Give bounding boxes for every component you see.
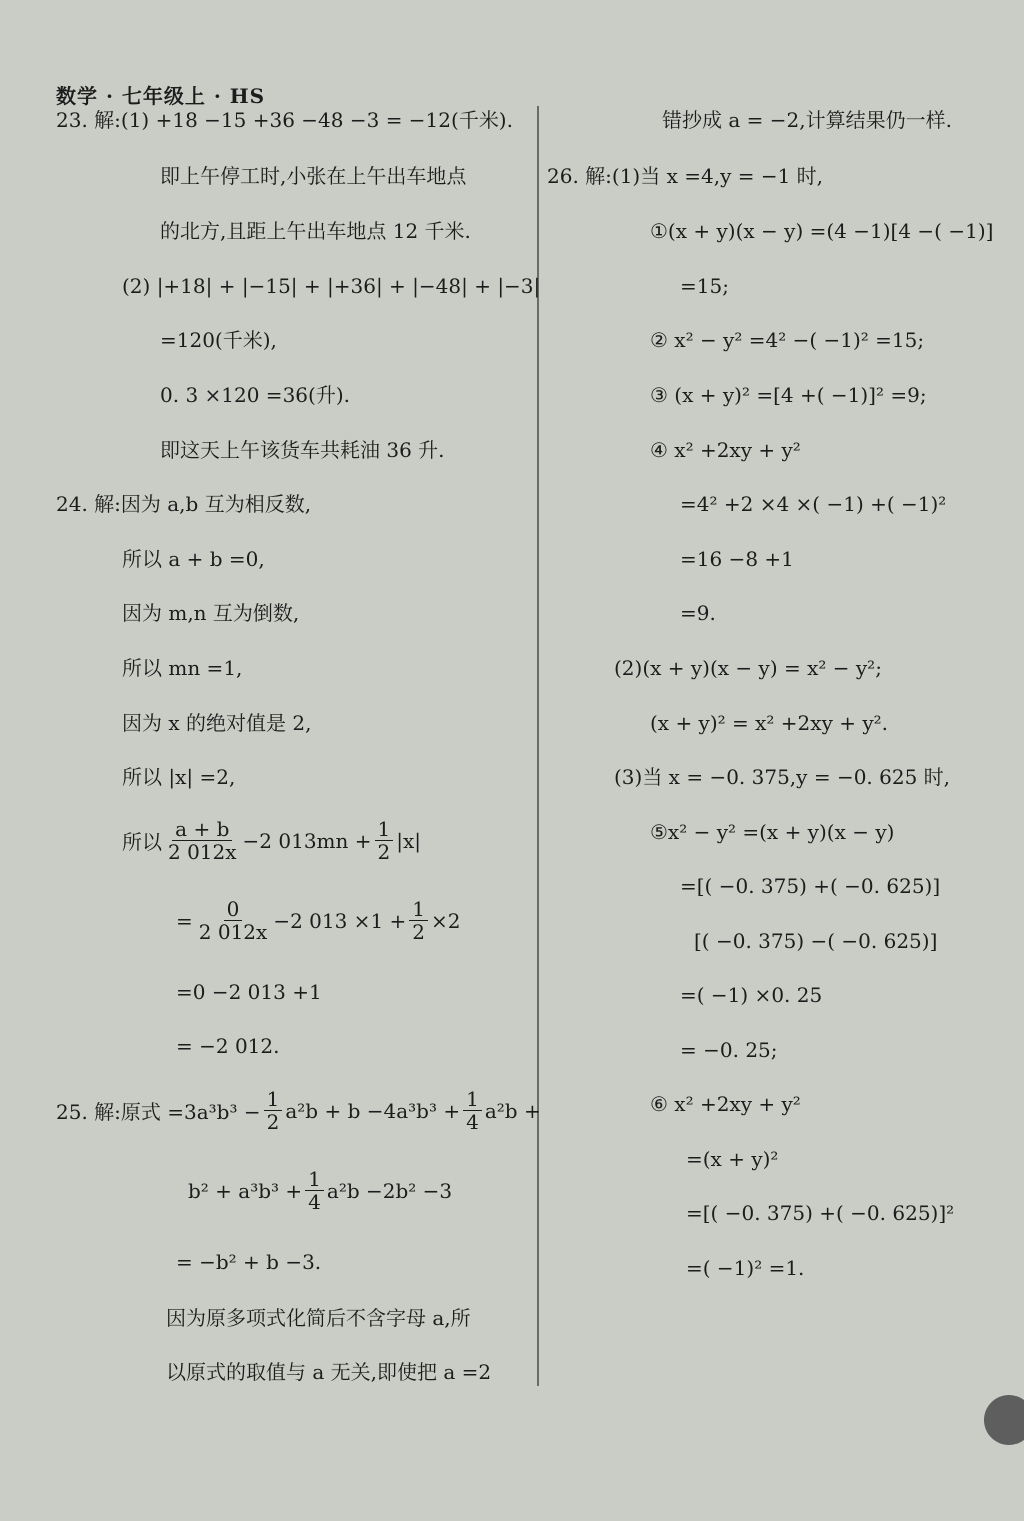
q26-line-8: =16 −8 +1 (680, 547, 794, 571)
fraction (375, 818, 394, 863)
denominator: 2 (412, 920, 426, 944)
numerator: 1 (264, 1088, 283, 1111)
q25-continuation: 错抄成 a = −2,计算结果仍一样. (662, 108, 952, 132)
fraction (165, 818, 240, 863)
fraction (305, 1168, 324, 1213)
text: a²b + b −4a³b³ + (285, 1098, 461, 1123)
page-header: 数学 · 七年级上 · HS (56, 84, 266, 108)
q26-line-1: 26. 解:(1)当 x =4,y = −1 时, (547, 164, 824, 188)
q23-line-4: (2) |+18| + |−15| + |+36| + |−48| + |−3| (122, 274, 541, 298)
q23-line-6: 0. 3 ×120 =36(升). (160, 383, 350, 407)
q24-line-7: =0 −2 013 +1 (176, 980, 322, 1004)
fraction (264, 1088, 283, 1133)
text: 25. 解:原式 =3a³b³ − (56, 1100, 261, 1124)
q24-fraction-line-2 (176, 898, 461, 943)
denominator: 4 (466, 1110, 479, 1134)
q23-line-5: =120(千米), (160, 328, 277, 352)
text: a²b + (484, 1098, 541, 1123)
denominator: 2 (377, 840, 391, 864)
text: = (176, 908, 193, 933)
text: a²b −2b² −3 (326, 1178, 453, 1203)
fraction (409, 898, 428, 943)
q26-line-7: =4² +2 ×4 ×( −1) +( −1)² (680, 492, 947, 516)
q26-line-10: (2)(x + y)(x − y) = x² − y²; (614, 656, 882, 680)
q24-line-3: 因为 m,n 互为倒数, (122, 601, 300, 625)
q26-line-18: ⑥ x² +2xy + y² (650, 1092, 801, 1116)
q24-fraction-line-1 (122, 818, 421, 863)
q23-line-3: 的北方,且距上午出车地点 12 千米. (160, 219, 471, 243)
q25-line-3: = −b² + b −3. (176, 1250, 322, 1274)
q24-line-8: = −2 012. (176, 1034, 280, 1058)
q26-line-6: ④ x² +2xy + y² (650, 438, 801, 462)
q26-line-11: (x + y)² = x² +2xy + y². (650, 711, 889, 735)
q26-line-5: ③ (x + y)² =[4 +( −1)]² =9; (650, 383, 927, 407)
q26-line-19: =(x + y)² (686, 1147, 779, 1171)
numerator: 0 (224, 898, 243, 921)
text: |x| (396, 828, 422, 853)
q26-line-13: ⑤x² − y² =(x + y)(x − y) (650, 820, 895, 844)
text: ×2 (431, 908, 461, 933)
q25-line-4: 因为原多项式化简后不含字母 a,所 (166, 1306, 471, 1330)
text: b² + a³b³ + (188, 1178, 303, 1203)
denominator: 2 (266, 1110, 280, 1134)
text: 所以 (122, 830, 162, 854)
numerator: 1 (375, 818, 394, 841)
denominator: 4 (308, 1190, 321, 1214)
q26-line-16: =( −1) ×0. 25 (680, 983, 823, 1007)
text: −2 013mn + (242, 828, 372, 853)
text: −2 013 ×1 + (273, 908, 407, 933)
q26-line-14: =[( −0. 375) +( −0. 625)] (680, 874, 941, 898)
q25-fraction-line-2 (188, 1168, 452, 1213)
q23-line-1: 23. 解:(1) +18 −15 +36 −48 −3 = −12(千米). (56, 108, 513, 132)
q25-line-5: 以原式的取值与 a 无关,即使把 a =2 (166, 1360, 492, 1384)
q26-line-2: ①(x + y)(x − y) =(4 −1)[4 −( −1)] (650, 219, 994, 243)
q26-line-9: =9. (680, 601, 716, 625)
q26-line-3: =15; (680, 274, 729, 298)
q24-line-4: 所以 mn =1, (122, 656, 243, 680)
q25-fraction-line-1 (56, 1088, 541, 1133)
numerator: a + b (172, 818, 232, 841)
fraction (196, 898, 271, 943)
numerator: 1 (463, 1088, 482, 1111)
numerator: 1 (409, 898, 428, 921)
q24-line-6: 所以 |x| =2, (122, 765, 236, 789)
q26-line-4: ② x² − y² =4² −( −1)² =15; (650, 328, 925, 352)
q24-line-2: 所以 a + b =0, (122, 547, 265, 571)
numerator: 1 (305, 1168, 324, 1191)
fraction (463, 1088, 482, 1133)
page-corner-decoration (984, 1395, 1024, 1445)
denominator: 2 012x (198, 920, 268, 944)
q26-line-20: =[( −0. 375) +( −0. 625)]² (686, 1201, 955, 1225)
q26-line-15: [( −0. 375) −( −0. 625)] (694, 929, 938, 953)
q26-line-17: = −0. 25; (680, 1038, 778, 1062)
q26-line-21: =( −1)² =1. (686, 1256, 805, 1280)
denominator: 2 012x (168, 840, 237, 864)
q23-line-2: 即上午停工时,小张在上午出车地点 (160, 164, 467, 188)
q24-line-5: 因为 x 的绝对值是 2, (122, 711, 312, 735)
q23-line-7: 即这天上午该货车共耗油 36 升. (160, 438, 445, 462)
q24-line-1: 24. 解:因为 a,b 互为相反数, (56, 492, 312, 516)
q26-line-12: (3)当 x = −0. 375,y = −0. 625 时, (614, 765, 951, 789)
